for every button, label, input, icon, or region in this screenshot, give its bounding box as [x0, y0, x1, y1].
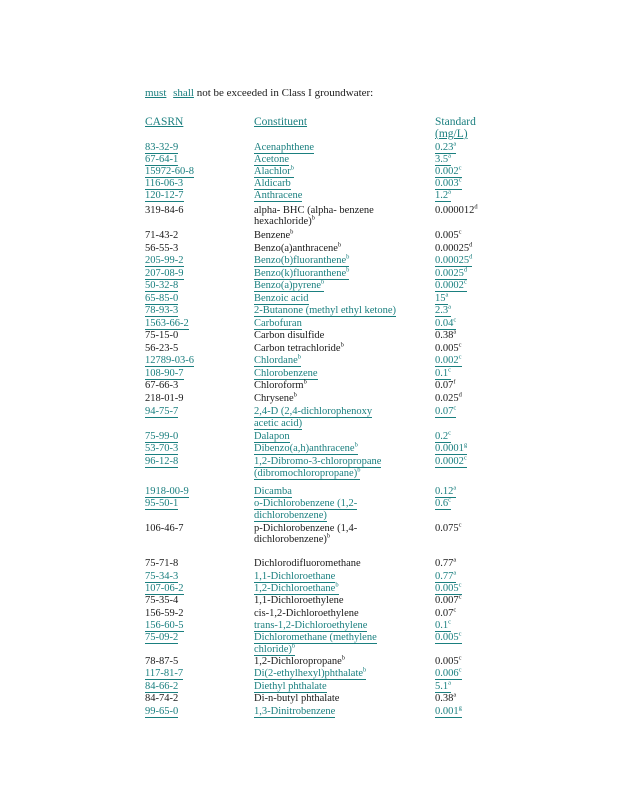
standard-cell [435, 355, 487, 367]
footnote-marker: a [448, 679, 452, 687]
standard-value: 0.23$^a$ [435, 140, 457, 153]
standard-cell [435, 523, 487, 534]
casrn-value: 75-15-0 [145, 330, 179, 341]
standard-cell [435, 456, 487, 468]
standard-value: 0.003$^c$ [435, 176, 462, 189]
casrn-cell [145, 595, 205, 606]
casrn-cell [145, 443, 205, 455]
casrn-value: 156-60-5 [145, 620, 184, 631]
casrn-value: 99-65-0 [145, 706, 179, 717]
constituent-name: alpha- BHC (alpha- benzene [254, 205, 374, 216]
casrn-cell [145, 230, 205, 241]
constituent-cell [254, 380, 424, 391]
footnote-marker: b [357, 466, 361, 474]
constituent-name: Chloroform$^b$ [254, 378, 307, 391]
footnote-marker: c [458, 176, 462, 184]
casrn-cell [145, 154, 205, 166]
constituent-name: Alachlor$^b$ [254, 164, 294, 177]
standard-value: 0.0002$^c$ [435, 454, 467, 467]
constituent-name: Benzo(a)pyrene$^b$ [254, 278, 325, 291]
casrn-cell [145, 498, 205, 510]
footnote-marker: c [463, 454, 467, 462]
standard-value: 0.0025$^d$ [435, 266, 468, 279]
constituent-cell [254, 632, 424, 656]
constituent-cell [254, 583, 424, 595]
footnote-marker: c [448, 496, 452, 504]
footnote-marker: c [458, 630, 462, 638]
constituent-cell [254, 230, 424, 241]
footnote-marker: b [321, 278, 325, 286]
standard-value: 0.075$^c$ [435, 521, 462, 534]
footnote-marker: c [448, 366, 452, 374]
standard-value: 0.006$^c$ [435, 666, 462, 679]
footnote-marker: b [291, 642, 296, 650]
casrn-cell [145, 255, 205, 267]
casrn-cell [145, 166, 205, 178]
footnote-marker: b [293, 391, 297, 399]
constituent-name: Acenaphthene [254, 142, 315, 153]
standard-value: 0.12$^a$ [435, 484, 457, 497]
footnote-marker: c [453, 606, 457, 614]
standard-cell [435, 558, 487, 569]
standard-cell [435, 205, 487, 216]
casrn-cell [145, 205, 205, 216]
constituent-cell [254, 608, 424, 619]
standard-value: 0.000012$^d$ [435, 203, 478, 216]
footnote-marker: f [453, 378, 456, 386]
constituent-name: Benzo(a)anthracene$^b$ [254, 241, 342, 254]
constituent-cell [254, 595, 424, 606]
constituent-cell [254, 178, 424, 190]
standard-cell [435, 706, 487, 718]
constituent-cell [254, 523, 424, 545]
constituent-name: Dichloromethane (methylene [254, 632, 377, 643]
standard-cell [435, 255, 487, 267]
casrn-cell [145, 693, 205, 704]
standard-cell [435, 431, 487, 443]
casrn-cell [145, 368, 205, 380]
casrn-value: 75-99-0 [145, 431, 179, 442]
standard-value: 0.07$^f$ [435, 378, 456, 391]
constituent-name: 1,2-Dichloroethane$^b$ [254, 581, 339, 594]
standard-value: 0.002$^c$ [435, 164, 462, 177]
constituent-cell [254, 368, 424, 380]
standard-value: 0.38$^a$ [435, 691, 457, 704]
inserted-word-shall[interactable]: shall [173, 87, 194, 99]
footnote-marker: c [453, 316, 457, 324]
casrn-value: 218-01-9 [145, 393, 184, 404]
constituent-cell [254, 293, 424, 305]
standard-cell [435, 142, 487, 154]
constituent-cell [254, 443, 424, 455]
footnote-marker: a [448, 303, 452, 311]
footnote-marker: c [453, 404, 457, 412]
casrn-cell [145, 178, 205, 190]
footnote-marker: b [363, 666, 367, 674]
constituent-name: Chlordane$^b$ [254, 353, 301, 366]
casrn-cell [145, 632, 205, 644]
casrn-cell [145, 620, 205, 632]
footnote-marker: a [453, 328, 457, 336]
constituent-cell [254, 330, 424, 341]
standard-cell [435, 318, 487, 330]
standard-value: 0.07$^c$ [435, 404, 457, 417]
inserted-word-must[interactable]: must [145, 87, 167, 99]
constituent-cell [254, 280, 424, 292]
constituent-cell [254, 406, 424, 430]
casrn-value: 205-99-2 [145, 255, 184, 266]
casrn-cell [145, 330, 205, 341]
casrn-value: 75-09-2 [145, 632, 179, 643]
casrn-cell [145, 243, 205, 254]
standard-value: 0.0001$^g$ [435, 441, 468, 454]
footnote-marker: g [463, 441, 468, 449]
standard-value: 0.005$^c$ [435, 341, 462, 354]
footnote-marker: a [453, 691, 457, 699]
constituent-name: Di(2-ethylhexyl)phthalate$^b$ [254, 666, 367, 679]
standard-cell [435, 380, 487, 391]
constituent-name: 2-Butanone (methyl ethyl ketone) [254, 305, 397, 316]
casrn-value: 116-06-3 [145, 178, 184, 189]
casrn-cell [145, 190, 205, 202]
standard-value: 0.005$^c$ [435, 630, 462, 643]
casrn-cell [145, 343, 205, 354]
casrn-value: 67-66-3 [145, 380, 179, 391]
constituent-name: Dalapon [254, 431, 290, 442]
constituent-cell [254, 243, 424, 254]
casrn-cell [145, 380, 205, 391]
constituent-name: Aldicarb [254, 178, 291, 189]
casrn-cell [145, 305, 205, 317]
standard-value: 0.0002$^c$ [435, 278, 467, 291]
standard-value: 0.00025$^d$ [435, 253, 473, 266]
constituent-cell [254, 486, 424, 498]
casrn-cell [145, 431, 205, 443]
footnote-marker: b [335, 581, 339, 589]
casrn-cell [145, 583, 205, 595]
standard-cell [435, 280, 487, 292]
standard-value: 0.005$^c$ [435, 228, 462, 241]
casrn-cell [145, 656, 205, 667]
constituent-cell [254, 166, 424, 178]
casrn-cell [145, 523, 205, 534]
standard-cell [435, 330, 487, 341]
casrn-cell [145, 280, 205, 292]
standard-cell [435, 243, 487, 254]
constituent-cell [254, 268, 424, 280]
casrn-cell [145, 406, 205, 418]
constituent-name: Benzo(b)fluoranthene$^b$ [254, 253, 350, 266]
casrn-cell [145, 571, 205, 583]
constituent-cell [254, 305, 424, 317]
standard-value: 0.002$^c$ [435, 353, 462, 366]
standard-value: 0.00025$^d$ [435, 241, 473, 254]
footnote-marker: a [453, 140, 457, 148]
casrn-value: 120-12-7 [145, 190, 184, 201]
casrn-value: 96-12-8 [145, 456, 179, 467]
standard-value: 0.001$^g$ [435, 704, 462, 717]
constituent-name: Carbon tetrachloride$^b$ [254, 341, 344, 354]
standard-value: 0.38$^a$ [435, 328, 457, 341]
constituent-name: 2,4-D (2,4-dichlorophenoxy [254, 406, 373, 417]
casrn-cell [145, 706, 205, 718]
constituent-name: Benzene$^b$ [254, 228, 294, 241]
constituent-cell [254, 355, 424, 367]
footnote-marker: a [445, 291, 449, 299]
standard-cell [435, 443, 487, 455]
standard-cell [435, 498, 487, 510]
footnote-marker: b [290, 164, 294, 172]
constituent-cell [254, 656, 424, 667]
standard-cell [435, 343, 487, 354]
casrn-value: 15972-60-8 [145, 166, 194, 177]
casrn-value: 1918-00-9 [145, 486, 189, 497]
casrn-value: 65-85-0 [145, 293, 179, 304]
footnote-marker: a [448, 188, 452, 196]
standard-value: 0.07$^c$ [435, 606, 457, 619]
footnote-marker: c [458, 581, 462, 589]
constituent-name: Carbofuran [254, 318, 302, 329]
standard-cell [435, 486, 487, 498]
constituent-name: Dichlorodifluoromethane [254, 558, 361, 569]
constituent-name: Di-n-butyl phthalate [254, 693, 340, 704]
casrn-cell [145, 355, 205, 367]
footnote-marker: c [458, 666, 462, 674]
constituent-cell [254, 620, 424, 632]
footnote-marker: a [453, 484, 457, 492]
footnote-marker: c [463, 278, 467, 286]
standard-cell [435, 632, 487, 644]
standard-value: 15$^a$ [435, 291, 449, 304]
standard-value: 0.025$^d$ [435, 391, 462, 404]
standard-value: 0.007$^c$ [435, 593, 462, 606]
casrn-value: 75-71-8 [145, 558, 179, 569]
standard-value: 3.5$^a$ [435, 152, 452, 165]
constituent-name: Benzoic acid [254, 293, 309, 304]
casrn-value: 78-93-3 [145, 305, 179, 316]
casrn-cell [145, 668, 205, 680]
casrn-value: 156-59-2 [145, 608, 184, 619]
casrn-value: 12789-03-6 [145, 355, 194, 366]
casrn-value: 207-08-9 [145, 268, 184, 279]
footnote-marker: g [458, 704, 462, 712]
footnote-marker: d [469, 253, 473, 261]
casrn-value: 1563-66-2 [145, 318, 189, 329]
column-header-constituent: Constituent [254, 116, 308, 128]
constituent-name: Chlorobenzene [254, 368, 318, 379]
footnote-marker: b [340, 341, 344, 349]
standard-cell [435, 393, 487, 404]
casrn-value: 56-55-3 [145, 243, 179, 254]
constituent-name: 1,1-Dichloroethane [254, 571, 336, 582]
casrn-value: 78-87-5 [145, 656, 179, 667]
standard-value: 2.3$^a$ [435, 303, 452, 316]
casrn-value: 319-84-6 [145, 205, 184, 216]
footnote-marker: b [290, 228, 294, 236]
casrn-value: 56-23-5 [145, 343, 179, 354]
constituent-name-continued: dichlorobenzene)$^b$ [254, 532, 331, 545]
footnote-marker: c [458, 521, 462, 529]
constituent-name-continued: (dibromochloropropane)$^b$ [254, 466, 361, 479]
standard-cell [435, 681, 487, 693]
constituent-cell [254, 255, 424, 267]
constituent-name: trans-1,2-Dichloroethylene [254, 620, 368, 631]
footnote-marker: c [458, 593, 462, 601]
constituent-cell [254, 498, 424, 522]
casrn-cell [145, 318, 205, 330]
footnote-marker: c [458, 164, 462, 172]
standard-cell [435, 595, 487, 606]
casrn-value: 84-66-2 [145, 681, 179, 692]
constituent-cell [254, 318, 424, 330]
constituent-cell [254, 571, 424, 583]
standard-cell [435, 305, 487, 317]
footnote-marker: c [448, 429, 452, 437]
constituent-cell [254, 142, 424, 154]
standard-cell [435, 268, 487, 280]
constituent-name: 1,2-Dichloropropane$^b$ [254, 654, 346, 667]
constituent-cell [254, 205, 424, 227]
casrn-value: 83-32-9 [145, 142, 179, 153]
standard-value: 0.6$^c$ [435, 496, 452, 509]
standard-cell [435, 368, 487, 380]
column-header-casrn: CASRN [145, 116, 184, 128]
footnote-marker: a [453, 556, 457, 564]
constituent-cell [254, 456, 424, 480]
constituent-cell [254, 431, 424, 443]
casrn-value: 95-50-1 [145, 498, 179, 509]
casrn-cell [145, 142, 205, 154]
footnote-marker: d [458, 391, 462, 399]
standard-cell [435, 656, 487, 667]
casrn-cell [145, 558, 205, 569]
constituent-name: Dibenzo(a,h)anthracene$^b$ [254, 441, 358, 454]
footnote-marker: b [341, 654, 346, 662]
constituent-name: Chrysene$^b$ [254, 391, 297, 404]
casrn-value: 53-70-3 [145, 443, 179, 454]
casrn-cell [145, 608, 205, 619]
casrn-cell [145, 486, 205, 498]
casrn-value: 117-81-7 [145, 668, 184, 679]
standard-cell [435, 406, 487, 418]
footnote-marker: c [458, 341, 462, 349]
casrn-value: 50-32-8 [145, 280, 179, 291]
standard-value: 0.005$^c$ [435, 654, 462, 667]
standard-cell [435, 293, 487, 305]
casrn-value: 108-90-7 [145, 368, 184, 379]
standard-cell [435, 190, 487, 202]
standard-value: 0.04$^c$ [435, 316, 457, 329]
standard-value: 0.1$^c$ [435, 618, 452, 631]
constituent-name: 1,3-Dinitrobenzene [254, 706, 336, 717]
constituent-name: 1,2-Dibromo-3-chloropropane [254, 456, 382, 467]
footnote-marker: a [448, 152, 452, 160]
constituent-name-continued: dichlorobenzene) [254, 510, 327, 521]
footnote-marker: c [458, 353, 462, 361]
casrn-cell [145, 681, 205, 693]
casrn-cell [145, 393, 205, 404]
casrn-value: 106-46-7 [145, 523, 184, 534]
constituent-cell [254, 681, 424, 693]
standard-value: 0.1$^c$ [435, 366, 452, 379]
casrn-value: 75-35-4 [145, 595, 179, 606]
constituent-cell [254, 706, 424, 718]
footnote-marker: b [346, 253, 350, 261]
constituent-name: Carbon disulfide [254, 330, 325, 341]
constituent-name: o-Dichlorobenzene (1,2- [254, 498, 358, 509]
standard-cell [435, 178, 487, 190]
standard-cell [435, 230, 487, 241]
constituent-name-continued: hexachloride)$^b$ [254, 214, 315, 227]
constituent-cell [254, 154, 424, 166]
standard-value: 0.77$^a$ [435, 556, 457, 569]
standard-value: 0.2$^c$ [435, 429, 452, 442]
standard-value: 1.2$^a$ [435, 188, 452, 201]
constituent-cell [254, 393, 424, 404]
footnote-marker: c [448, 618, 452, 626]
constituent-name: Dicamba [254, 486, 292, 497]
footnote-marker: c [458, 228, 462, 236]
footnote-marker: b [326, 532, 331, 540]
constituent-cell [254, 190, 424, 202]
casrn-value: 67-64-1 [145, 154, 179, 165]
constituent-name: Diethyl phthalate [254, 681, 327, 692]
footnote-marker: d [469, 241, 473, 249]
constituent-cell [254, 693, 424, 704]
footnote-marker: b [337, 241, 342, 249]
standard-cell [435, 668, 487, 680]
constituent-name-continued: chloride)$^b$ [254, 642, 296, 655]
constituent-cell [254, 558, 424, 569]
constituent-cell [254, 343, 424, 354]
constituent-name: Benzo(k)fluoranthene$^b$ [254, 266, 350, 279]
footnote-marker: d [474, 203, 478, 211]
constituent-name: Anthracene [254, 190, 303, 201]
constituent-name-continued: acetic acid) [254, 418, 303, 429]
casrn-cell [145, 293, 205, 305]
standard-value: 5.1$^a$ [435, 679, 452, 692]
constituent-name: p-Dichlorobenzene (1,4- [254, 523, 358, 534]
footnote-marker: b [297, 353, 301, 361]
footnote-marker: c [458, 654, 462, 662]
casrn-cell [145, 456, 205, 468]
footnote-marker: d [463, 266, 468, 274]
casrn-value: 71-43-2 [145, 230, 179, 241]
constituent-name: 1,1-Dichloroethylene [254, 595, 344, 606]
casrn-cell [145, 268, 205, 280]
casrn-value: 94-75-7 [145, 406, 179, 417]
standard-cell [435, 693, 487, 704]
standard-value: 0.005$^c$ [435, 581, 462, 594]
standard-cell [435, 608, 487, 619]
column-header-standard: Standard (mg/L) [435, 116, 476, 140]
footnote-marker: b [346, 266, 350, 274]
casrn-value: 75-34-3 [145, 571, 179, 582]
footnote-marker: b [354, 441, 358, 449]
footnote-marker: a [453, 569, 457, 577]
standard-value: 0.77$^a$ [435, 569, 457, 582]
intro-text: not be exceeded in Class I groundwater: [196, 87, 374, 99]
constituent-name: cis-1,2-Dichloroethylene [254, 608, 359, 619]
casrn-value: 84-74-2 [145, 693, 179, 704]
footnote-marker: b [303, 378, 307, 386]
casrn-value: 107-06-2 [145, 583, 184, 594]
footnote-marker: b [311, 214, 315, 222]
constituent-cell [254, 668, 424, 680]
constituent-name: Acetone [254, 154, 289, 165]
